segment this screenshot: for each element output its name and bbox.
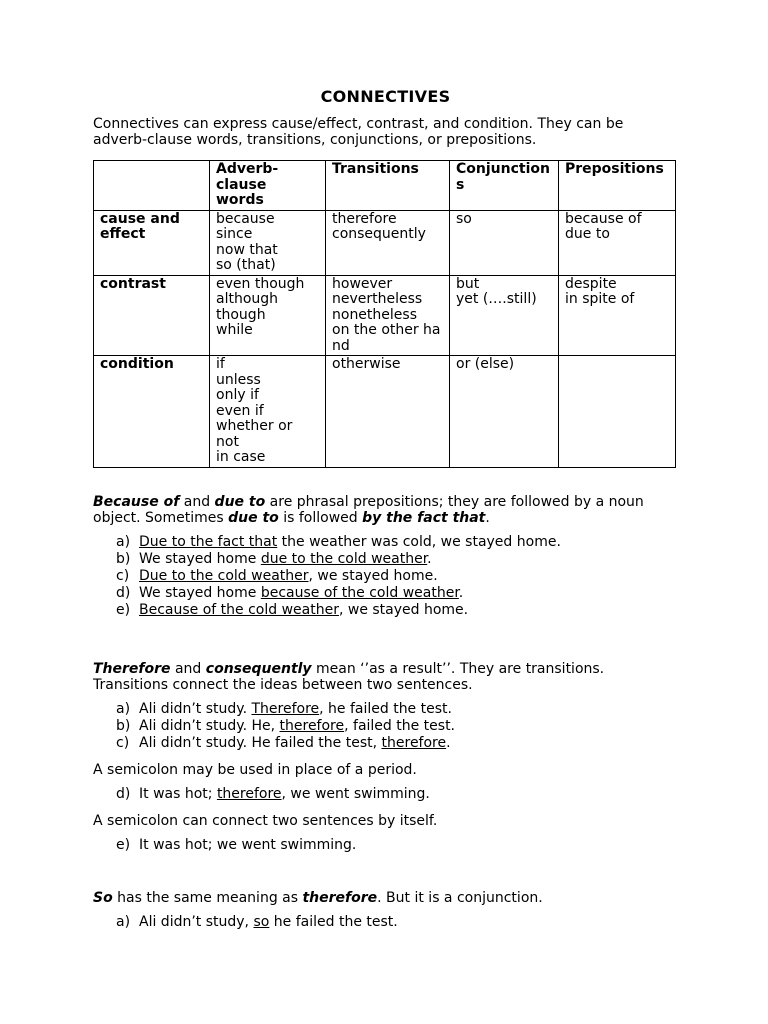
semicolon-note: A semicolon can connect two sentences by itself. <box>93 812 438 829</box>
text-run: . But it is a conjunction. <box>377 889 543 906</box>
semicolon-note: A semicolon may be used in place of a period. <box>93 761 417 778</box>
cell-item: since <box>216 226 253 242</box>
section-conjunctions-paragraph <box>93 890 678 906</box>
cell-item: due to <box>565 226 610 242</box>
term: Because of <box>93 493 180 510</box>
example-label: e) <box>116 836 131 853</box>
example-item <box>116 534 678 551</box>
term: therefore <box>302 889 378 906</box>
cell-item: if <box>216 356 225 372</box>
text-run: . <box>458 584 464 601</box>
example-text <box>139 914 398 931</box>
section-prepositions-paragraph <box>93 494 678 526</box>
cell-item: consequently <box>332 226 426 242</box>
example-text <box>139 551 432 568</box>
cell-item: so (that) <box>216 257 276 273</box>
example-list <box>93 534 678 619</box>
term: due to <box>214 493 266 510</box>
underlined-connective: therefore <box>381 734 447 751</box>
row-label-contrast: contrast <box>94 275 210 356</box>
text-run: Ali didn’t study. He, <box>139 717 280 734</box>
cell-transitions <box>326 275 450 356</box>
example-item <box>116 701 678 718</box>
example-text <box>139 602 468 619</box>
cell-item: even if <box>216 402 264 419</box>
example-label: d) <box>116 584 131 601</box>
cell-conjunctions <box>450 210 559 275</box>
term: due to <box>228 509 279 526</box>
section-transitions-paragraph <box>93 661 678 693</box>
cell-item: nevertheless <box>332 291 423 307</box>
cell-item: on the other hand <box>332 322 441 354</box>
document-page <box>93 86 678 931</box>
cell-prepositions <box>559 275 676 356</box>
text-run: , we stayed home. <box>308 567 438 584</box>
table-row <box>94 356 676 468</box>
text-run: mean ‘’as a result’’. They are transitions. Transitions connect the ideas between two sentences. <box>93 660 605 693</box>
section-transitions <box>93 661 678 854</box>
text-run: are phrasal prepositions; they are followed by a noun object. Sometimes <box>93 493 644 526</box>
cell-item: though <box>216 306 266 323</box>
example-text <box>139 534 561 551</box>
cell-prepositions <box>559 356 676 468</box>
example-item <box>116 735 678 752</box>
section-conjunctions <box>93 890 678 931</box>
header-cell-conjunctions: Conjunctions <box>450 161 559 211</box>
cell-item: even though <box>216 275 305 292</box>
cell-conjunctions <box>450 275 559 356</box>
cell-item: in spite of <box>565 291 635 307</box>
example-item <box>116 551 678 568</box>
example-text <box>139 718 455 735</box>
example-label: b) <box>116 550 131 567</box>
example-item <box>116 568 678 585</box>
cell-item: despite <box>565 275 617 292</box>
text-run: has the same meaning as <box>112 889 303 906</box>
text-run: Ali didn’t study. He failed the test, <box>139 734 382 751</box>
underlined-connective: due to the cold weather <box>260 550 428 567</box>
underlined-connective: so <box>253 913 270 930</box>
row-label-cause-effect: cause and effect <box>94 210 210 275</box>
underlined-connective: Due to the cold weather <box>139 567 309 584</box>
cell-item: however <box>332 275 393 292</box>
example-label: c) <box>116 734 130 751</box>
cell-item: in case <box>216 449 266 465</box>
text-run: It was hot; we went swimming. <box>139 836 357 853</box>
row-label-condition: condition <box>94 356 210 468</box>
text-run: the weather was cold, we stayed home. <box>277 533 561 550</box>
table-row <box>94 210 676 275</box>
underlined-connective: Therefore <box>251 700 320 717</box>
text-run: and <box>179 493 215 510</box>
text-run: . <box>446 734 451 751</box>
example-list <box>93 914 678 931</box>
example-item <box>116 837 678 854</box>
cell-item: now that <box>216 241 278 258</box>
cell-item: because <box>216 210 275 227</box>
cell-item: otherwise <box>332 356 401 372</box>
cell-item: although <box>216 291 279 307</box>
text-run: Ali didn’t study. <box>139 700 252 717</box>
table-row <box>94 275 676 356</box>
term: Therefore <box>93 660 171 677</box>
page-title: CONNECTIVES <box>320 87 451 106</box>
example-list <box>93 701 678 752</box>
example-text <box>139 585 463 602</box>
example-item <box>116 602 678 619</box>
example-item <box>116 914 678 931</box>
cell-item: therefore <box>332 210 397 227</box>
text-run: Ali didn’t study, <box>139 913 254 930</box>
cell-item: but <box>456 275 480 292</box>
cell-item: or (else) <box>456 356 515 372</box>
example-list <box>93 786 678 803</box>
example-label: a) <box>116 913 131 930</box>
example-text <box>139 837 356 854</box>
example-item <box>116 718 678 735</box>
example-text <box>139 786 430 803</box>
example-text <box>139 735 451 752</box>
section-prepositions <box>93 494 678 619</box>
text-run: , failed the test. <box>344 717 456 734</box>
underlined-connective: Because of the cold weather <box>139 601 339 618</box>
term: by the fact that <box>362 509 486 526</box>
cell-adverb <box>210 210 326 275</box>
cell-item: while <box>216 322 253 338</box>
text-run: It was hot; <box>139 785 217 802</box>
cell-item: because of <box>565 210 642 227</box>
cell-transitions <box>326 356 450 468</box>
text-run: . <box>485 509 490 526</box>
example-label: a) <box>116 533 131 550</box>
underlined-connective: Due to the fact that <box>139 533 278 550</box>
cell-item: unless <box>216 371 261 388</box>
cell-conjunctions <box>450 356 559 468</box>
cell-item: so <box>456 210 472 227</box>
intro-paragraph: Connectives can express cause/effect, contrast, and condition. They can be adverb-clause words, transitions, conjunctions, or prepositions. <box>93 116 624 148</box>
example-text <box>139 568 438 585</box>
cell-transitions <box>326 210 450 275</box>
cell-item: whether or not <box>216 418 293 450</box>
connectives-table <box>93 160 676 468</box>
example-text <box>139 701 452 718</box>
text-run: he failed the test. <box>269 913 398 930</box>
text-run: is followed <box>278 509 363 526</box>
underlined-connective: therefore <box>279 717 345 734</box>
example-label: d) <box>116 785 131 802</box>
text-run: We stayed home <box>139 550 261 567</box>
cell-prepositions <box>559 210 676 275</box>
example-label: a) <box>116 700 131 717</box>
text-run: , we went swimming. <box>281 785 430 802</box>
example-label: b) <box>116 717 131 734</box>
cell-adverb <box>210 356 326 468</box>
underlined-connective: because of the cold weather <box>260 584 459 601</box>
text-run: We stayed home <box>139 584 261 601</box>
example-label: e) <box>116 601 131 618</box>
header-cell-empty <box>94 161 210 211</box>
cell-item: only if <box>216 387 259 403</box>
term: So <box>93 889 113 906</box>
header-cell-adverb: Adverb-clause words <box>210 161 326 211</box>
text-run: , we stayed home. <box>338 601 469 618</box>
example-label: c) <box>116 567 130 584</box>
underlined-connective: therefore <box>216 785 282 802</box>
example-item <box>116 585 678 602</box>
cell-item: yet (….still) <box>456 291 537 307</box>
example-item <box>116 786 678 803</box>
cell-adverb <box>210 275 326 356</box>
table-header-row <box>94 161 676 211</box>
header-cell-transitions: Transitions <box>326 161 450 211</box>
text-run: and <box>170 660 206 677</box>
example-list <box>93 837 678 854</box>
header-cell-prepositions: Prepositions <box>559 161 676 211</box>
term: consequently <box>205 660 312 677</box>
text-run: , he failed the test. <box>319 700 452 717</box>
cell-item: nonetheless <box>332 306 417 323</box>
text-run: . <box>427 550 432 567</box>
